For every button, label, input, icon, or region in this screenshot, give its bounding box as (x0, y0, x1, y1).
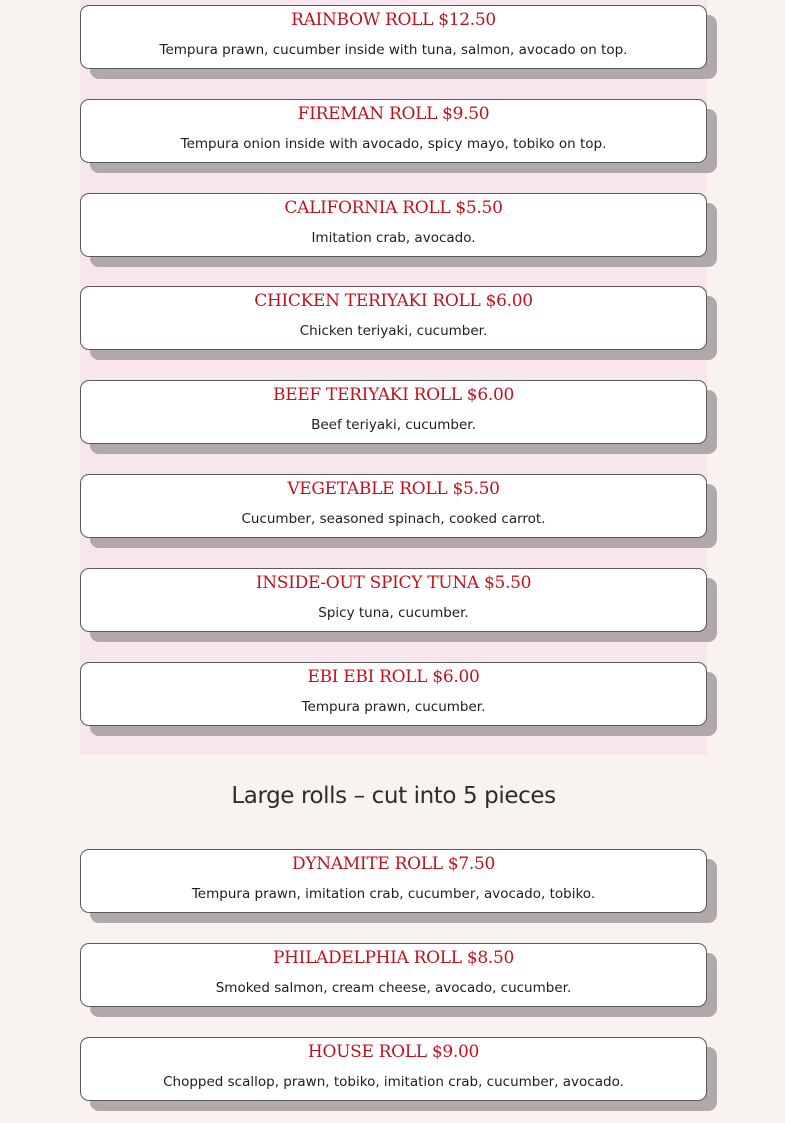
menu-item-description: Tempura onion inside with avocado, spicy mayo, tobiko on top. (180, 136, 607, 152)
menu-item-description: Tempura prawn, cucumber inside with tuna, salmon, avocado on top. (159, 42, 628, 58)
menu-item-beef-teriyaki-roll (80, 380, 707, 444)
menu-item-dynamite-roll (80, 849, 707, 913)
menu-item-title: BEEF TERIYAKI ROLL $6.00 (273, 385, 514, 405)
menu-item-rainbow-roll (80, 5, 707, 69)
menu-item-vegetable-roll (80, 474, 707, 538)
menu-item-description: Chopped scallop, prawn, tobiko, imitation crab, cucumber, avocado. (163, 1074, 624, 1090)
menu-item-philadelphia-roll (80, 943, 707, 1007)
menu-item-inside-out-spicy-tuna (80, 568, 707, 632)
menu-item-description: Chicken teriyaki, cucumber. (299, 323, 488, 339)
menu-item-california-roll (80, 193, 707, 257)
menu-item-description: Cucumber, seasoned spinach, cooked carrot. (241, 511, 546, 527)
menu-item-house-roll (80, 1037, 707, 1101)
menu-item-title: INSIDE-OUT SPICY TUNA $5.50 (255, 573, 532, 593)
menu-item-description: Tempura prawn, imitation crab, cucumber, avocado, tobiko. (191, 886, 596, 902)
menu-item-description: Smoked salmon, cream cheese, avocado, cucumber. (215, 980, 572, 996)
menu-item-description: Tempura prawn, cucumber. (301, 699, 486, 715)
menu-item-title: HOUSE ROLL $9.00 (307, 1042, 480, 1062)
menu-item-title: DYNAMITE ROLL $7.50 (292, 854, 495, 874)
menu-item-title: PHILADELPHIA ROLL $8.50 (272, 948, 515, 968)
menu-item-title: FIREMAN ROLL $9.50 (297, 104, 490, 124)
large-rolls-heading: Large rolls – cut into 5 pieces (231, 783, 556, 809)
menu-item-description: Beef teriyaki, cucumber. (311, 417, 476, 433)
menu-item-description: Spicy tuna, cucumber. (318, 605, 469, 621)
menu-item-title: EBI EBI ROLL $6.00 (307, 667, 480, 687)
menu-item-fireman-roll (80, 99, 707, 163)
menu-item-title: VEGETABLE ROLL $5.50 (287, 479, 500, 499)
menu-item-title: CHICKEN TERIYAKI ROLL $6.00 (254, 291, 533, 311)
menu-item-description: Imitation crab, avocado. (311, 230, 476, 246)
menu-item-ebi-ebi-roll (80, 662, 707, 726)
menu-item-title: CALIFORNIA ROLL $5.50 (284, 198, 503, 218)
menu-item-title: RAINBOW ROLL $12.50 (291, 10, 496, 30)
menu-item-chicken-teriyaki-roll (80, 286, 707, 350)
